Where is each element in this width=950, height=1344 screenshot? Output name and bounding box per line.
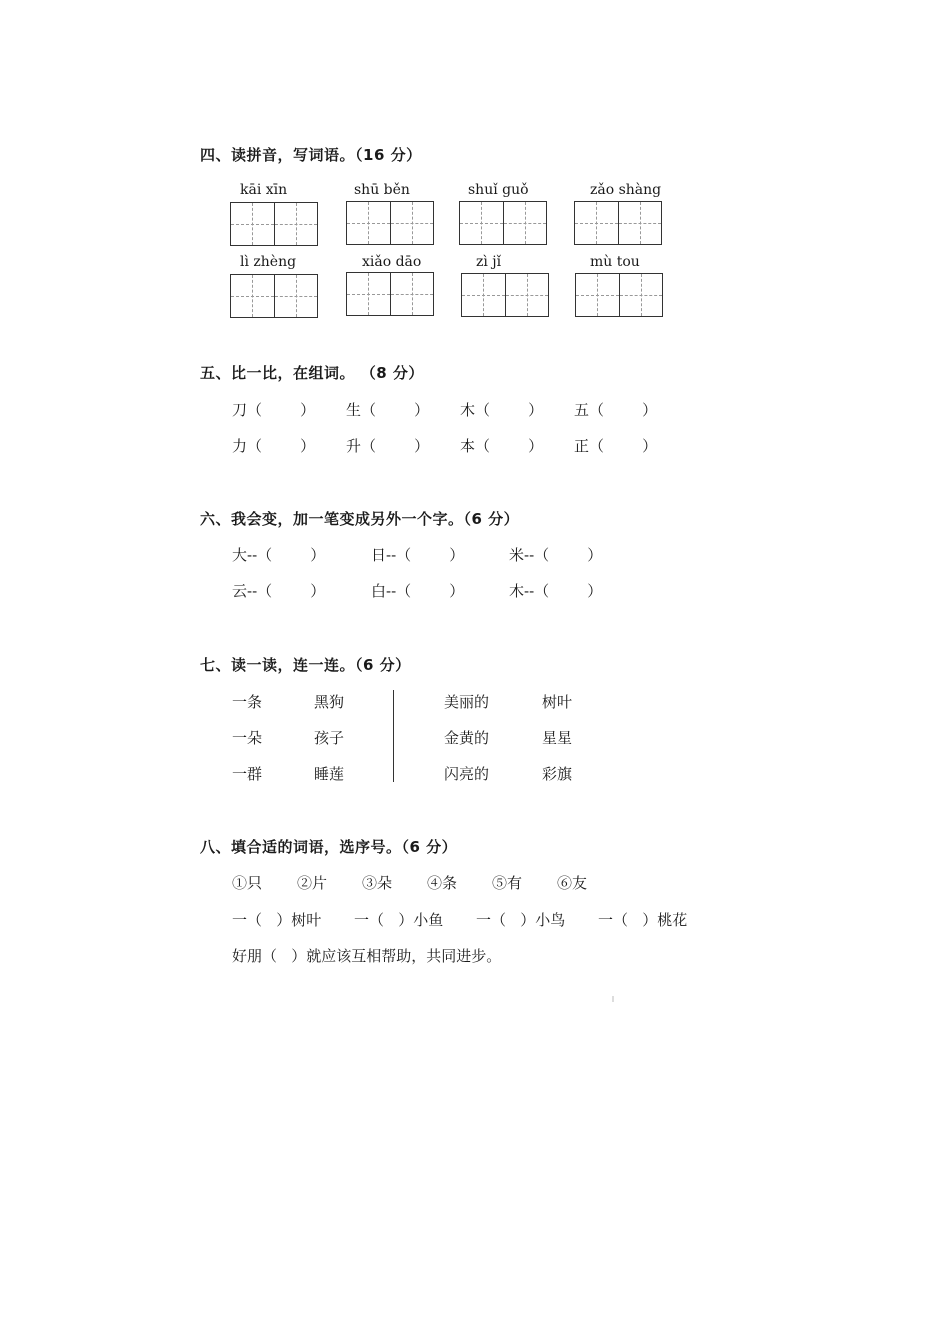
option-item: ⑤有 — [492, 874, 523, 892]
change-item: 大--（ ） — [232, 546, 326, 564]
option-item: ⑥友 — [557, 874, 588, 892]
section-8-title: 八、填合适的词语，选序号。（6 分） — [200, 838, 458, 856]
writing-grid-5[interactable] — [230, 274, 318, 318]
option-item: ④条 — [427, 874, 458, 892]
fill-blank-item: 一（ ）小鸟 — [476, 911, 566, 929]
change-item: 白--（ ） — [371, 582, 465, 600]
pinyin-mutou: mù tou — [590, 254, 640, 270]
compare-item: 本（ ） — [460, 437, 544, 455]
pinyin-xiaodao: xiǎo dāo — [362, 254, 422, 270]
compare-item: 生（ ） — [346, 401, 430, 419]
writing-grid-8[interactable] — [575, 273, 663, 317]
pinyin-kaixin: kāi xīn — [240, 182, 288, 198]
compare-item: 五（ ） — [574, 401, 658, 419]
option-item: ③朵 — [362, 874, 393, 892]
writing-grid-6[interactable] — [346, 272, 434, 316]
match-right-adj: 美丽的 — [444, 693, 490, 711]
writing-grid-3[interactable] — [459, 201, 547, 245]
pinyin-zaoshang: zǎo shàng — [590, 182, 662, 198]
scan-speck — [612, 996, 614, 1002]
compare-item: 力（ ） — [232, 437, 316, 455]
column-divider — [393, 690, 394, 782]
change-item: 米--（ ） — [509, 546, 603, 564]
match-left-noun: 黑狗 — [314, 693, 345, 711]
option-item: ②片 — [297, 874, 328, 892]
pinyin-ziji: zì jǐ — [476, 254, 502, 270]
fill-blank-item: 一（ ）小鱼 — [354, 911, 444, 929]
writing-grid-7[interactable] — [461, 273, 549, 317]
change-item: 木--（ ） — [509, 582, 603, 600]
match-right-adj: 闪亮的 — [444, 765, 490, 783]
writing-grid-2[interactable] — [346, 201, 434, 245]
match-right-adj: 金黄的 — [444, 729, 490, 747]
match-right-noun: 彩旗 — [542, 765, 573, 783]
compare-item: 正（ ） — [574, 437, 658, 455]
match-left-measure: 一群 — [232, 765, 263, 783]
compare-item: 升（ ） — [346, 437, 430, 455]
option-item: ①只 — [232, 874, 263, 892]
writing-grid-1[interactable] — [230, 202, 318, 246]
section-4-title: 四、读拼音，写词语。（16 分） — [200, 146, 422, 164]
pinyin-lizheng: lì zhèng — [240, 254, 297, 270]
change-item: 云--（ ） — [232, 582, 326, 600]
section-6-title: 六、我会变，加一笔变成另外一个字。（6 分） — [200, 510, 520, 528]
fill-blank-item: 一（ ）桃花 — [598, 911, 688, 929]
compare-item: 刀（ ） — [232, 401, 316, 419]
change-item: 日--（ ） — [371, 546, 465, 564]
pinyin-shuiguo: shuǐ guǒ — [468, 182, 529, 198]
match-left-noun: 孩子 — [314, 729, 345, 747]
writing-grid-4[interactable] — [574, 201, 662, 245]
match-left-measure: 一条 — [232, 693, 263, 711]
match-right-noun: 星星 — [542, 729, 573, 747]
compare-item: 木（ ） — [460, 401, 544, 419]
match-left-noun: 睡莲 — [314, 765, 345, 783]
match-right-noun: 树叶 — [542, 693, 573, 711]
section-5-title: 五、比一比，在组词。 （8 分） — [200, 364, 424, 382]
match-left-measure: 一朵 — [232, 729, 263, 747]
section-7-title: 七、读一读，连一连。（6 分） — [200, 656, 411, 674]
fill-blank-item: 一（ ）树叶 — [232, 911, 322, 929]
pinyin-shuben: shū běn — [354, 182, 410, 198]
fill-sentence: 好朋（ ）就应该互相帮助，共同进步。 — [232, 947, 502, 965]
